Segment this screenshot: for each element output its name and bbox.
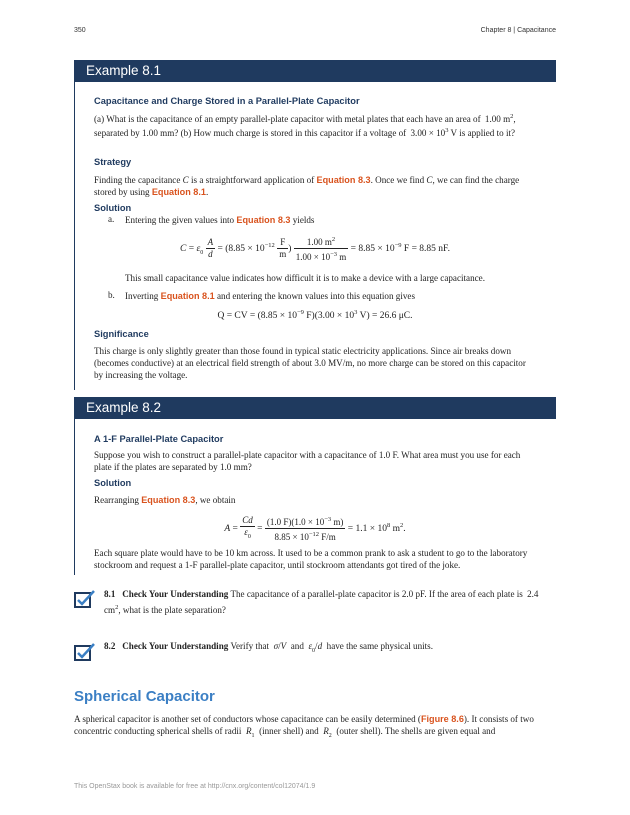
equation-8-1-link[interactable]: Equation 8.1 [151, 187, 206, 197]
example-2-bar: Example 8.2 [74, 397, 556, 419]
example-2-title: A 1-F Parallel-Plate Capacitor [94, 434, 224, 444]
check-understanding-8-2: 8.2 Check Your Understanding Verify that σ/V and $\varepsilon_0/d$ have the same physical units. [104, 641, 433, 654]
solution-heading-2: Solution [94, 478, 132, 488]
checkbox-icon-2 [74, 642, 96, 662]
figure-8-6-link[interactable]: Figure 8.6 [420, 714, 464, 724]
page-number: 350 [74, 27, 86, 34]
significance-heading: Significance [94, 329, 149, 339]
equation-area: A = $\frac{Cd}{\varepsilon_0}$ = $\frac{(1.0 F)(1.0 \times 10^{-3} m)}{8.85 \times 10^{-12} F/m}$ = $1.1 \times 10^8$ $m^2$. [224, 515, 406, 543]
equation-8-3-link-2[interactable]: Equation 8.3 [236, 215, 291, 225]
checkbox-icon [74, 589, 96, 609]
equation-capacitance: $C = \varepsilon_0$ $\frac{A}{d}$ = ($8.85 \times 10^{-12}$ $\frac{F}{m}$ ) $\frac{1.00 m^2}{1.00 \times 10^{-3} m}$ = $8.85 \times 10^{-9}$ F = 8.85 nF. [180, 236, 450, 263]
equation-8-3-link-3[interactable]: Equation 8.3 [141, 495, 196, 505]
step-a-label: a. [108, 214, 115, 224]
example-2-solution-text: Rearranging Equation 8.3, we obtain [94, 495, 236, 505]
significance-text: This charge is only slightly greater than those found in typical static electricity applications. Since air breaks down (becomes conductive) at an electrical field strength of about 3.0 MV/m, no more charge can be stored on this capacitor by increasing the voltage. [94, 346, 526, 380]
section-text: A spherical capacitor is another set of conductors whose capacitance can be easily determined (Figure 8.6). It consists of two concentric conducting spherical shells of radii $R_1$ (inner shell) and $R_2$ (outer shell). The shells are given equal and [74, 714, 534, 739]
strategy-heading: Strategy [94, 157, 132, 167]
step-a-text: Entering the given values into Equation 8.3 yields [125, 215, 315, 225]
example-1-bar: Example 8.1 [74, 60, 556, 82]
footer: This OpenStax book is available for free at http://cnx.org/content/col12074/1.9 [74, 783, 316, 790]
equation-8-3-link[interactable]: Equation 8.3 [316, 175, 371, 185]
example-2-closing: Each square plate would have to be 10 km across. It used to be a common prank to ask a student to go to the laboratory stockroom and request a 1-F parallel-plate capacitor, until stockroom attendants got tired of the joke. [94, 548, 528, 570]
step-b-label: b. [108, 290, 115, 300]
equation-8-1-link-2[interactable]: Equation 8.1 [160, 291, 215, 301]
solution-heading: Solution [94, 203, 132, 213]
example-2-problem: Suppose you wish to construct a parallel-plate capacitor with a capacitance of 1.0 F. What area must you use for each plate if the plates are separated by 1.0 mm? [94, 450, 521, 472]
section-title: Spherical Capacitor [74, 688, 215, 705]
step-b-text: Inverting Equation 8.1 and entering the known values into this equation gives [125, 291, 415, 301]
equation-charge: Q = CV = ($8.85 \times 10^{-9}$ $F)(3.00 \times 10^3$ V) = 26.6 μC. [217, 309, 413, 322]
chapter-header: Chapter 8 | Capacitance [480, 27, 556, 34]
step-a-note: This small capacitance value indicates how difficult it is to make a device with a large capacitance. [125, 273, 485, 283]
example-1-title: Capacitance and Charge Stored in a Parallel-Plate Capacitor [94, 96, 360, 106]
check-understanding-8-1: 8.1 Check Your Understanding The capacitance of a parallel-plate capacitor is 2.0 pF. If the area of each plate is 2.4 $cm^2$, what is the plate separation? [104, 589, 539, 616]
example-1-problem: (a) What is the capacitance of an empty parallel-plate capacitor with metal plates that each have an area of 1.00 $m^2$, separated by 1.00 mm? (b) How much charge is stored in this capacitor if a voltage of $3.00 \times 10^3$ V is applied to it? [94, 113, 516, 139]
strategy-text: Finding the capacitance C is a straightforward application of Equation 8.3. Once we find C, we can find the charge stored by using Equation 8.1. [94, 175, 520, 197]
